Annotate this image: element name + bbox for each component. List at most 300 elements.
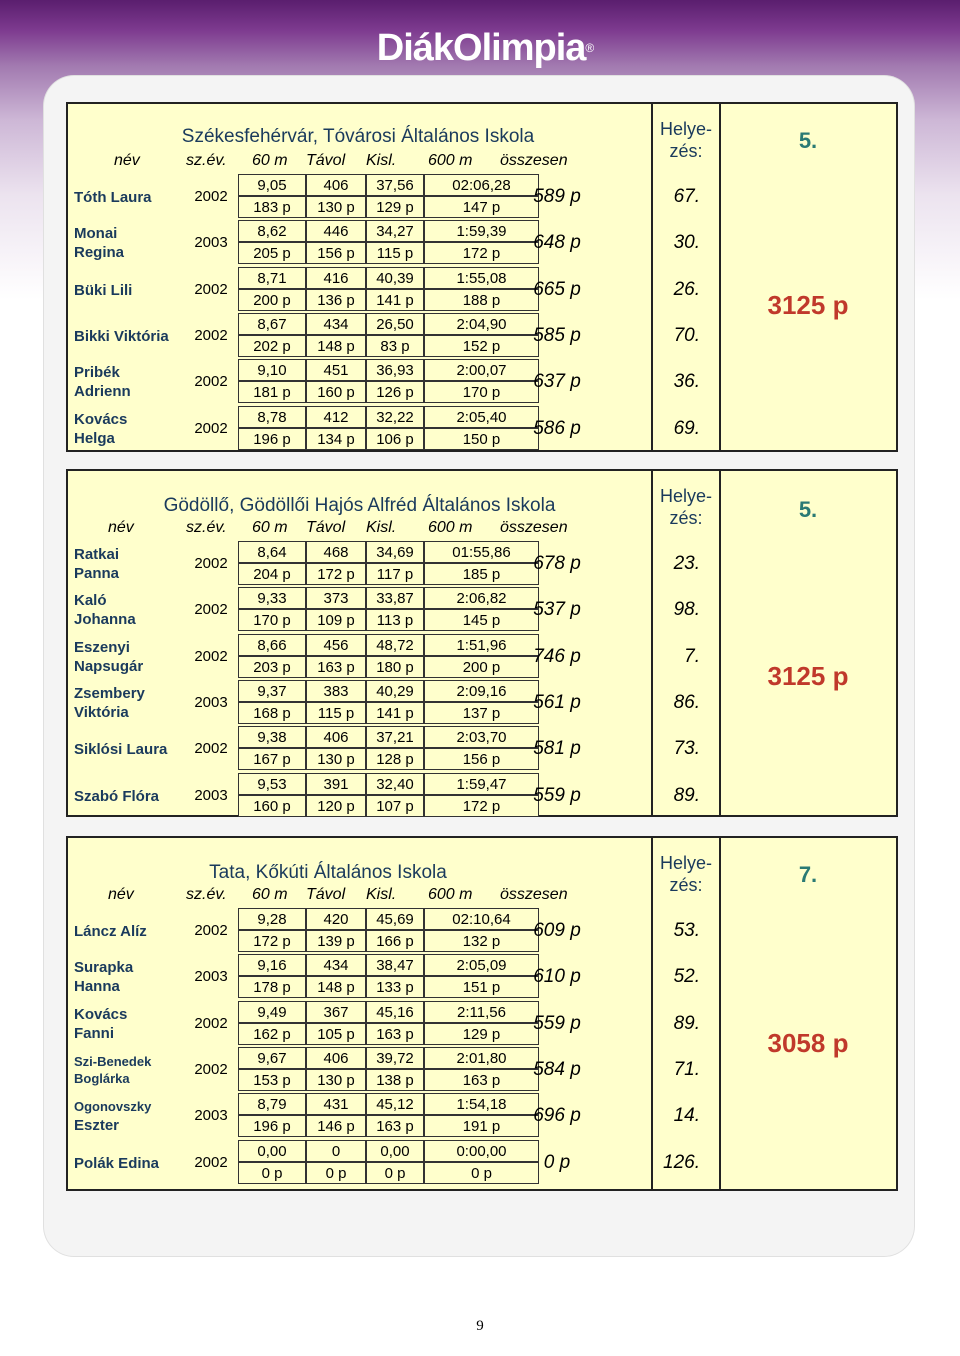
athlete-name-line: Regina — [74, 244, 125, 262]
placement-header-line2: zés: — [669, 141, 703, 161]
athlete-total: 665 p — [533, 278, 581, 300]
points-cell: 0 p — [424, 1162, 539, 1184]
result-cell: 391 — [306, 773, 366, 795]
placement-header-line2: zés: — [669, 875, 703, 895]
athlete-name-line: Boglárka — [74, 1070, 130, 1086]
placement-header-line1: Helye- — [659, 119, 712, 139]
points-cell: 130 p — [306, 196, 366, 218]
school-name: Gödöllő, Gödöllői Hajós Alfréd Általános Iskola — [163, 495, 556, 516]
points-cell: 178 p — [238, 976, 306, 998]
header-tavol: Távol — [306, 519, 346, 536]
school-name: Székesfehérvár, Tóvárosi Általános Iskola — [181, 126, 535, 147]
points-cell: 0 p — [238, 1162, 306, 1184]
placement-header-line1: Helye- — [659, 853, 712, 873]
result-cell: 02:06,28 — [424, 174, 539, 196]
header-total: összesen — [500, 152, 568, 169]
birth-year: 2002 — [194, 188, 228, 205]
result-cell: 01:55,86 — [424, 541, 539, 563]
points-cell: 106 p — [366, 428, 424, 450]
result-cell: 2:09,16 — [424, 680, 539, 702]
result-cell: 0:00,00 — [424, 1140, 539, 1162]
birth-year: 2002 — [194, 601, 228, 619]
header-name: név — [108, 886, 134, 903]
athlete-name-line: Siklósi Laura — [74, 741, 168, 759]
result-cell: 2:00,07 — [424, 359, 539, 381]
athlete-rank: 14. — [673, 1105, 700, 1127]
team-panel — [66, 102, 898, 452]
result-cell: 32,40 — [366, 773, 424, 795]
result-cell: 9,37 — [238, 680, 306, 702]
result-cell: 33,87 — [366, 587, 424, 609]
athlete-row — [68, 220, 700, 266]
points-cell: 172 p — [238, 930, 306, 952]
header-total: összesen — [500, 886, 568, 903]
result-cell: 26,50 — [366, 313, 424, 335]
birth-year: 2003 — [194, 1107, 228, 1125]
result-cell: 406 — [306, 1047, 366, 1069]
result-cell: 1:59,39 — [424, 220, 539, 242]
result-cell: 434 — [306, 954, 366, 976]
athlete-name — [74, 1097, 151, 1135]
athlete-rank: 36. — [673, 371, 700, 393]
points-cell: 113 p — [366, 609, 424, 631]
athlete-name-line: Johanna — [74, 611, 136, 629]
result-cell: 434 — [306, 313, 366, 335]
points-cell: 181 p — [238, 381, 306, 403]
points-cell: 167 p — [238, 748, 306, 770]
placement-header-line2: zés: — [669, 508, 703, 528]
result-cell: 9,38 — [238, 726, 306, 748]
result-cell: 36,93 — [366, 359, 424, 381]
athlete-total: 648 p — [533, 232, 581, 254]
athlete-name — [74, 591, 136, 629]
athlete-row — [68, 773, 700, 819]
points-cell: 151 p — [424, 976, 539, 998]
points-cell: 120 p — [306, 795, 366, 817]
points-cell: 146 p — [306, 1115, 366, 1137]
result-cell: 2:05,40 — [424, 406, 539, 428]
result-cell: 34,27 — [366, 220, 424, 242]
result-cell: 2:04,90 — [424, 313, 539, 335]
result-cell: 40,29 — [366, 680, 424, 702]
points-cell: 185 p — [424, 563, 539, 585]
column-headers — [68, 519, 651, 541]
athlete-row — [68, 541, 700, 587]
athlete-name-line: Pribék — [74, 364, 120, 382]
result-cell: 9,05 — [238, 174, 306, 196]
athlete-rank: 86. — [673, 691, 700, 713]
athlete-name-line: Láncz Alíz — [74, 923, 147, 940]
athlete-name-line: Fanni — [74, 1024, 114, 1042]
athlete-name — [74, 922, 147, 941]
result-cell: 451 — [306, 359, 366, 381]
athlete-total: 678 p — [533, 553, 581, 574]
athlete-rank: 98. — [673, 599, 700, 621]
athlete-row — [68, 359, 700, 405]
result-cell: 0,00 — [238, 1140, 306, 1162]
points-cell: 105 p — [306, 1023, 366, 1045]
header-600m: 600 m — [428, 152, 473, 169]
points-cell: 148 p — [306, 335, 366, 357]
points-cell: 172 p — [424, 795, 539, 817]
athlete-rank: 69. — [673, 417, 700, 439]
points-cell: 203 p — [238, 656, 306, 678]
points-cell: 170 p — [238, 609, 306, 631]
athlete-name — [74, 363, 131, 401]
result-cell: 406 — [306, 726, 366, 748]
points-cell: 141 p — [366, 702, 424, 724]
athlete-name-line: Surapka — [74, 959, 134, 977]
athlete-name-line: Viktória — [74, 703, 129, 721]
result-cell: 8,79 — [238, 1093, 306, 1115]
athlete-row — [68, 680, 700, 726]
result-cell: 367 — [306, 1001, 366, 1023]
points-cell: 163 p — [366, 1115, 424, 1137]
placement-header-line1: Helye- — [659, 486, 712, 506]
points-cell: 200 p — [424, 656, 539, 678]
athlete-rank: 53. — [673, 920, 700, 941]
points-cell: 83 p — [366, 335, 424, 357]
athlete-total: 610 p — [533, 966, 581, 988]
result-cell: 1:59,47 — [424, 773, 539, 795]
athlete-total: 584 p — [533, 1058, 581, 1080]
athlete-name — [74, 410, 127, 448]
result-cell: 383 — [306, 680, 366, 702]
athlete-row — [68, 634, 700, 680]
points-cell: 132 p — [424, 930, 539, 952]
athlete-name-line: Szabó Flóra — [74, 787, 160, 805]
result-cell: 456 — [306, 634, 366, 656]
athlete-name-line: Polák Edina — [74, 1154, 160, 1172]
points-cell: 163 p — [306, 656, 366, 678]
team-panel — [66, 469, 898, 817]
school-name: Tata, Kőkúti Általános Iskola — [209, 862, 447, 883]
athlete-row — [68, 1140, 700, 1186]
athlete-total: 537 p — [533, 599, 581, 621]
result-cell: 420 — [306, 908, 366, 930]
athlete-name — [74, 787, 159, 806]
athlete-name-line: Szi-Benedek — [74, 1053, 152, 1069]
result-cell: 37,56 — [366, 174, 424, 196]
result-cell: 9,67 — [238, 1047, 306, 1069]
athlete-rank: 73. — [673, 738, 700, 760]
athlete-name — [74, 224, 124, 262]
birth-year: 2002 — [194, 419, 228, 437]
points-cell: 115 p — [366, 242, 424, 264]
birth-year: 2002 — [194, 326, 228, 344]
athlete-row — [68, 954, 700, 1000]
athlete-total: 746 p — [533, 645, 581, 667]
athlete-name-line: Kovács — [74, 410, 128, 428]
athlete-rank: 26. — [673, 278, 700, 300]
header-kisl: Kisl. — [366, 519, 397, 536]
header-kisl: Kisl. — [366, 152, 397, 169]
points-cell: 129 p — [424, 1023, 539, 1045]
athlete-rank: 89. — [673, 1012, 700, 1034]
athlete-name-line: Bikki Viktória — [74, 327, 169, 345]
athlete-row — [68, 726, 700, 772]
athlete-name-line: Kaló — [74, 592, 107, 610]
athlete-name-line: Eszenyi — [74, 638, 130, 656]
points-cell: 168 p — [238, 702, 306, 724]
result-cell: 8,78 — [238, 406, 306, 428]
placement-header — [658, 852, 714, 896]
athlete-row — [68, 1047, 700, 1093]
athlete-name-line: Panna — [74, 565, 120, 582]
athlete-row — [68, 406, 700, 452]
athlete-name-line: Hanna — [74, 978, 120, 996]
athlete-name — [74, 958, 133, 996]
result-cell: 9,16 — [238, 954, 306, 976]
header-600m: 600 m — [428, 886, 473, 903]
athlete-total: 581 p — [533, 738, 581, 760]
points-cell: 133 p — [366, 976, 424, 998]
header-name: név — [108, 519, 134, 536]
points-cell: 0 p — [366, 1162, 424, 1184]
birth-year: 2003 — [194, 786, 228, 804]
team-total: 3125 p — [767, 661, 849, 691]
points-cell: 139 p — [306, 930, 366, 952]
result-cell: 39,72 — [366, 1047, 424, 1069]
points-cell: 204 p — [238, 563, 306, 585]
result-cell: 45,16 — [366, 1001, 424, 1023]
result-cell: 0,00 — [366, 1140, 424, 1162]
points-cell: 172 p — [424, 242, 539, 264]
athlete-name-line: Adrienn — [74, 383, 131, 401]
athlete-name — [74, 1154, 159, 1173]
athlete-total: 0 p — [543, 1151, 571, 1173]
athlete-total: 637 p — [533, 371, 581, 393]
result-cell: 406 — [306, 174, 366, 196]
points-cell: 145 p — [424, 609, 539, 631]
athlete-total: 559 p — [533, 1012, 581, 1034]
result-cell: 373 — [306, 587, 366, 609]
birth-year: 2002 — [194, 740, 228, 758]
athlete-name-line: Tóth Laura — [74, 189, 152, 206]
points-cell: 163 p — [424, 1069, 539, 1091]
points-cell: 162 p — [238, 1023, 306, 1045]
result-cell: 1:55,08 — [424, 267, 539, 289]
result-cell: 48,72 — [366, 634, 424, 656]
result-cell: 2:05,09 — [424, 954, 539, 976]
points-cell: 188 p — [424, 289, 539, 311]
diakolimpia-logo: DiákOlimpia® — [376, 27, 594, 69]
points-cell: 148 p — [306, 976, 366, 998]
points-cell: 183 p — [238, 196, 306, 218]
athlete-total: 585 p — [533, 324, 581, 346]
points-cell: 202 p — [238, 335, 306, 357]
athlete-total: 561 p — [533, 691, 581, 713]
birth-year: 2002 — [194, 1014, 228, 1032]
points-cell: 137 p — [424, 702, 539, 724]
points-cell: 166 p — [366, 930, 424, 952]
points-cell: 196 p — [238, 428, 306, 450]
points-cell: 130 p — [306, 748, 366, 770]
athlete-name-line: Helga — [74, 429, 115, 447]
athlete-name-line: Büki Lili — [74, 281, 133, 299]
points-cell: 129 p — [366, 196, 424, 218]
header-tavol: Távol — [306, 152, 346, 169]
page-number: 9 — [476, 1318, 484, 1334]
athlete-rank: 70. — [673, 324, 700, 346]
result-cell: 9,10 — [238, 359, 306, 381]
athlete-name — [74, 740, 167, 759]
result-cell: 34,69 — [366, 541, 424, 563]
athlete-name — [74, 281, 132, 300]
birth-year: 2002 — [194, 1153, 228, 1171]
result-cell: 40,39 — [366, 267, 424, 289]
header-name: név — [114, 152, 140, 169]
result-cell: 9,33 — [238, 587, 306, 609]
athlete-rank: 30. — [673, 232, 700, 254]
points-cell: 117 p — [366, 563, 424, 585]
athlete-name — [74, 188, 152, 207]
points-cell: 152 p — [424, 335, 539, 357]
result-cell: 8,64 — [238, 541, 306, 563]
column-headers — [68, 152, 651, 174]
result-cell: 431 — [306, 1093, 366, 1115]
athlete-rank: 23. — [673, 553, 700, 574]
result-cell: 32,22 — [366, 406, 424, 428]
result-cell: 416 — [306, 267, 366, 289]
athlete-name — [74, 327, 169, 346]
result-cell: 2:03,70 — [424, 726, 539, 748]
athlete-rank: 71. — [673, 1058, 700, 1080]
header-60m: 60 m — [252, 519, 288, 536]
athlete-name-line: Kovács — [74, 1005, 128, 1023]
team-total: 3058 p — [767, 1028, 849, 1058]
placement-header — [658, 118, 714, 162]
points-cell: 130 p — [306, 1069, 366, 1091]
result-cell: 0 — [306, 1140, 366, 1162]
athlete-row — [68, 313, 700, 359]
points-cell: 191 p — [424, 1115, 539, 1137]
points-cell: 172 p — [306, 563, 366, 585]
points-cell: 109 p — [306, 609, 366, 631]
athlete-row — [68, 1001, 700, 1047]
birth-year: 2002 — [194, 647, 228, 665]
birth-year: 2003 — [194, 234, 228, 252]
athlete-rank: 126. — [663, 1151, 700, 1173]
athlete-rank: 7. — [684, 645, 700, 667]
athlete-rank: 67. — [673, 186, 700, 207]
athlete-total: 696 p — [533, 1105, 581, 1127]
result-cell: 8,62 — [238, 220, 306, 242]
points-cell: 138 p — [366, 1069, 424, 1091]
athlete-name-line: Ogonovszky — [74, 1099, 152, 1115]
birth-year: 2002 — [194, 280, 228, 298]
points-cell: 107 p — [366, 795, 424, 817]
result-cell: 1:54,18 — [424, 1093, 539, 1115]
header-kisl: Kisl. — [366, 886, 397, 903]
birth-year: 2002 — [194, 1060, 228, 1078]
header-year: sz.év. — [186, 152, 227, 169]
result-cell: 38,47 — [366, 954, 424, 976]
header-total: összesen — [500, 519, 568, 536]
points-cell: 153 p — [238, 1069, 306, 1091]
result-cell: 2:01,80 — [424, 1047, 539, 1069]
athlete-total: 609 p — [533, 920, 581, 941]
result-cell: 9,49 — [238, 1001, 306, 1023]
result-cell: 45,12 — [366, 1093, 424, 1115]
header-tavol: Távol — [306, 886, 346, 903]
athlete-total: 589 p — [533, 186, 581, 207]
result-cell: 1:51,96 — [424, 634, 539, 656]
points-cell: 170 p — [424, 381, 539, 403]
header-60m: 60 m — [252, 886, 288, 903]
points-cell: 180 p — [366, 656, 424, 678]
athlete-name — [74, 545, 119, 583]
result-cell: 468 — [306, 541, 366, 563]
points-cell: 141 p — [366, 289, 424, 311]
athlete-name-line: Napsugár — [74, 657, 144, 675]
team-panel — [66, 836, 898, 1191]
result-cell: 02:10,64 — [424, 908, 539, 930]
birth-year: 2003 — [194, 693, 228, 711]
points-cell: 205 p — [238, 242, 306, 264]
athlete-name — [74, 1005, 127, 1043]
result-cell: 8,71 — [238, 267, 306, 289]
athlete-rank: 89. — [673, 784, 700, 806]
points-cell: 160 p — [306, 381, 366, 403]
points-cell: 0 p — [306, 1162, 366, 1184]
team-placing: 7. — [798, 862, 818, 887]
result-cell: 412 — [306, 406, 366, 428]
athlete-total: 559 p — [533, 784, 581, 806]
athlete-name — [74, 684, 145, 722]
points-cell: 134 p — [306, 428, 366, 450]
result-cell: 9,53 — [238, 773, 306, 795]
points-cell: 156 p — [424, 748, 539, 770]
birth-year: 2003 — [194, 968, 228, 986]
result-cell: 2:06,82 — [424, 587, 539, 609]
points-cell: 150 p — [424, 428, 539, 450]
result-cell: 9,28 — [238, 908, 306, 930]
athlete-row — [68, 267, 700, 313]
points-cell: 126 p — [366, 381, 424, 403]
athlete-rank: 52. — [673, 966, 700, 988]
points-cell: 136 p — [306, 289, 366, 311]
athlete-name-line: Zsembery — [74, 684, 145, 702]
header-600m: 600 m — [428, 519, 473, 536]
athlete-name — [74, 638, 143, 676]
points-cell: 160 p — [238, 795, 306, 817]
placement-header — [658, 485, 714, 529]
athlete-name-line: Eszter — [74, 1117, 120, 1135]
points-cell: 196 p — [238, 1115, 306, 1137]
result-cell: 37,21 — [366, 726, 424, 748]
athlete-name — [74, 1053, 151, 1087]
team-placing: 5. — [798, 128, 818, 153]
athlete-total: 586 p — [533, 417, 581, 439]
points-cell: 156 p — [306, 242, 366, 264]
team-total: 3125 p — [767, 290, 849, 320]
birth-year: 2002 — [194, 373, 228, 391]
athlete-name-line: Ratkai — [74, 546, 120, 563]
birth-year: 2002 — [194, 555, 228, 572]
result-cell: 8,67 — [238, 313, 306, 335]
points-cell: 128 p — [366, 748, 424, 770]
points-cell: 163 p — [366, 1023, 424, 1045]
header-60m: 60 m — [252, 152, 288, 169]
athlete-row — [68, 1093, 700, 1139]
athlete-row — [68, 908, 700, 954]
header-year: sz.év. — [186, 886, 227, 903]
points-cell: 147 p — [424, 196, 539, 218]
result-cell: 446 — [306, 220, 366, 242]
header-year: sz.év. — [186, 519, 227, 536]
team-placing: 5. — [798, 497, 818, 522]
